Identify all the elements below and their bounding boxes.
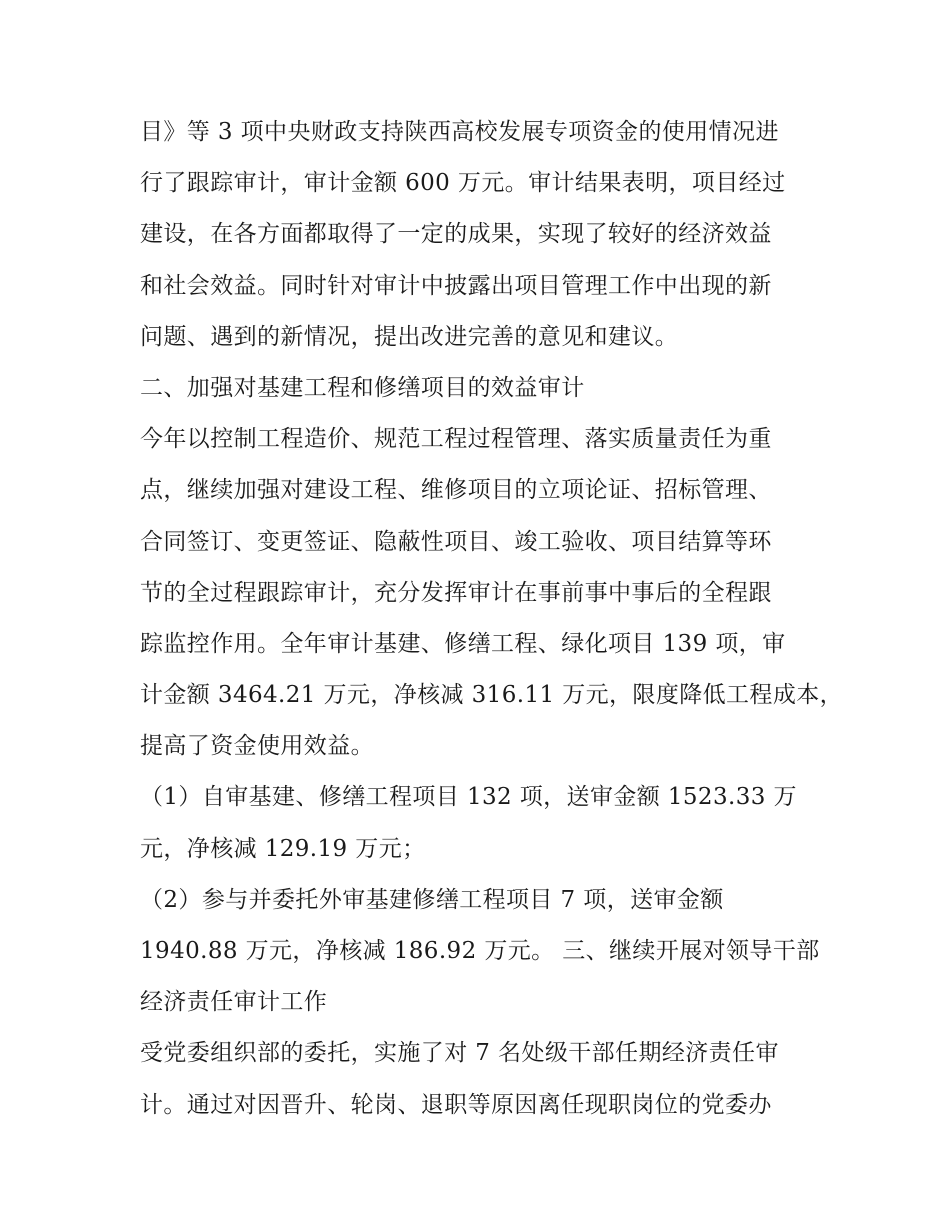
text-line: 提高了资金使用效益。 bbox=[140, 733, 374, 760]
text-line: 元，净核减 129.19 万元； bbox=[140, 835, 426, 862]
text-line: 1940.88 万元，净核减 186.92 万元。 三、继续开展对领导干部 bbox=[140, 938, 820, 964]
text-line: 踪监控作用。全年审计基建、修缮工程、绿化项目 139 项，审 bbox=[140, 630, 786, 657]
text-line: 建设，在各方面都取得了一定的成果，实现了较好的经济效益 bbox=[140, 221, 772, 248]
text-line: 目》等 3 项中央财政支持陕西高校发展专项资金的使用情况进 bbox=[140, 119, 779, 145]
text-line: 和社会效益。同时针对审计中披露出项目管理工作中出现的新 bbox=[140, 272, 772, 299]
text-line: 合同签订、变更签证、隐蔽性项目、竣工验收、项目结算等环 bbox=[140, 528, 772, 555]
list-item: （1）自审基建、修缮工程项目 132 项，送审金额 1523.33 万 bbox=[140, 784, 797, 811]
text-line: 行了跟踪审计，审计金额 600 万元。审计结果表明，项目经过 bbox=[140, 170, 786, 197]
text-line: 受党委组织部的委托，实施了对 7 名处级干部任期经济责任审 bbox=[140, 1040, 779, 1067]
list-item: （2）参与并委托外审基建修缮工程项目 7 项，送审金额 bbox=[140, 886, 724, 913]
section-heading: 经济责任审计工作 bbox=[140, 989, 328, 1016]
text-line: 节的全过程跟踪审计，充分发挥审计在事前事中事后的全程跟 bbox=[140, 579, 772, 606]
text-line: 计。通过对因晋升、轮岗、退职等原因离任现职岗位的党委办 bbox=[140, 1091, 772, 1118]
text-line: 问题、遇到的新情况，提出改进完善的意见和建议。 bbox=[140, 323, 679, 350]
text-line: 今年以控制工程造价、规范工程过程管理、落实质量责任为重 bbox=[140, 426, 772, 453]
text-line: 计金额 3464.21 万元，净核减 316.11 万元，限度降低工程成本， bbox=[140, 682, 844, 709]
document-body bbox=[140, 107, 844, 1131]
text-line: 点，继续加强对建设工程、维修项目的立项论证、招标管理、 bbox=[140, 477, 772, 504]
section-heading: 二、加强对基建工程和修缮项目的效益审计 bbox=[140, 374, 585, 401]
